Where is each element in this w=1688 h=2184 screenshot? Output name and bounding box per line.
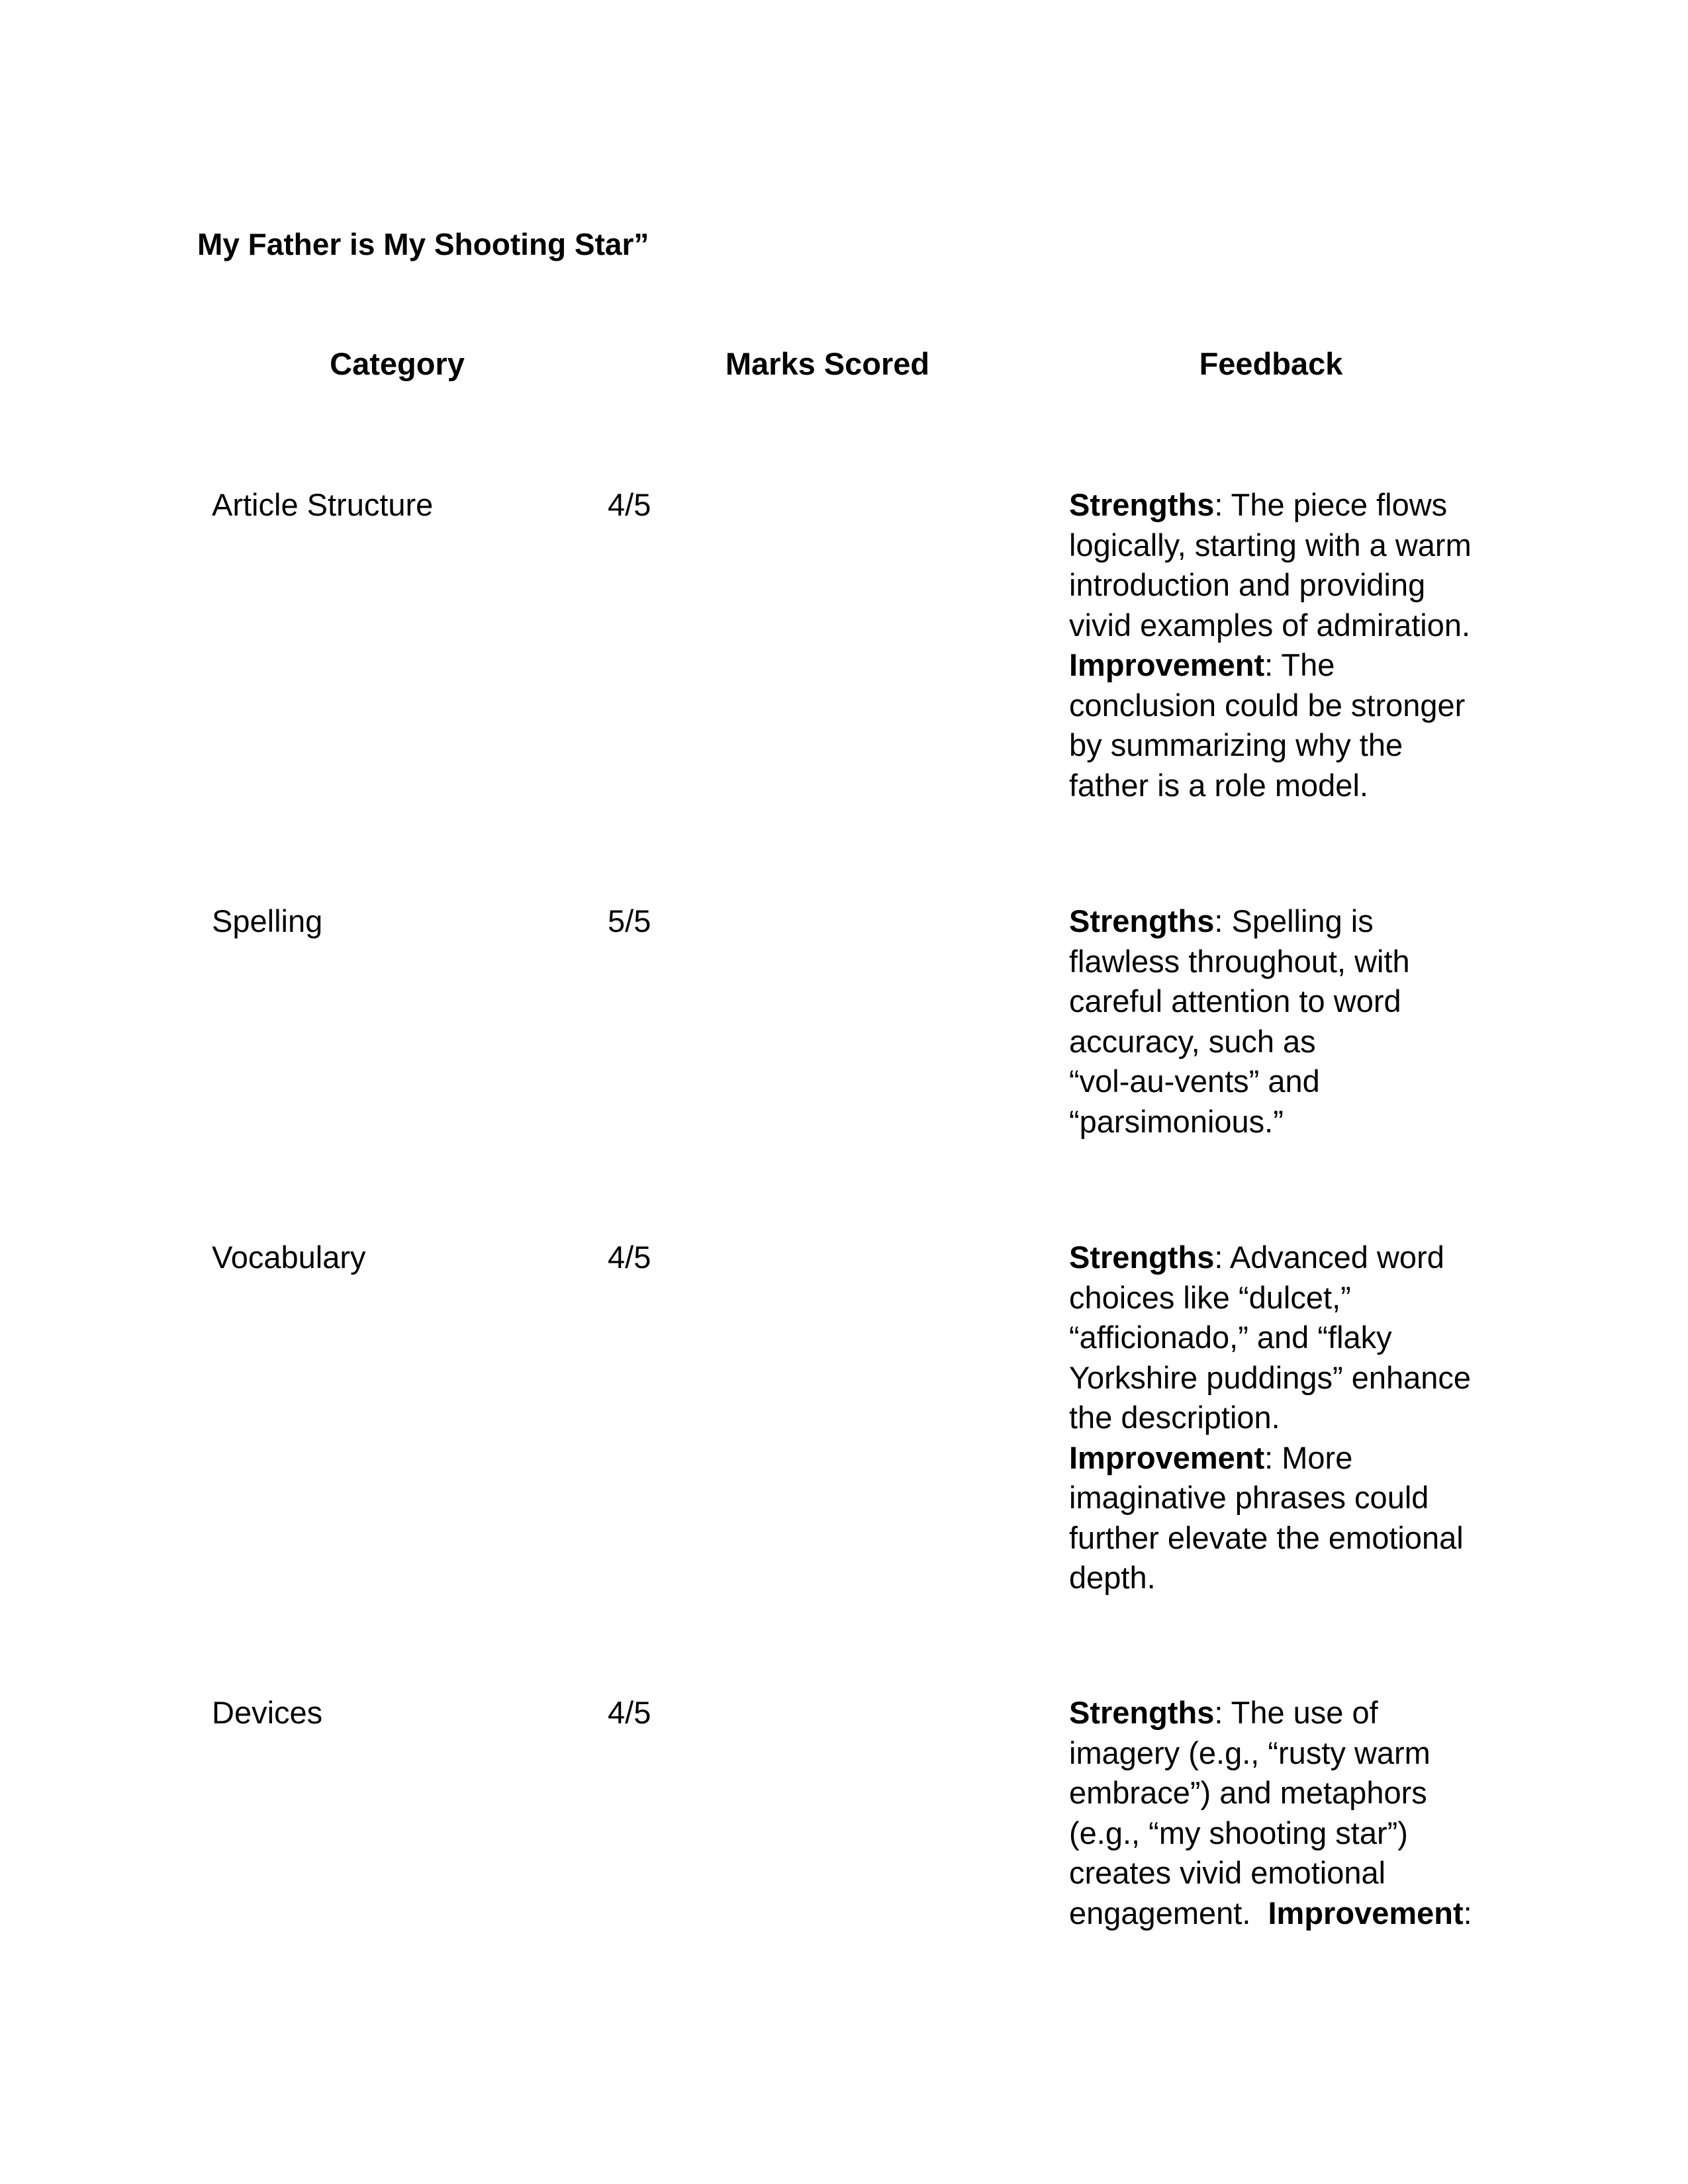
feedback-line: [1069, 1102, 1473, 1142]
feedback-line: [1069, 1558, 1473, 1598]
feedback-text: choices like “dulcet,”: [1069, 1279, 1351, 1315]
feedback-line: [1069, 1318, 1473, 1358]
feedback-line: [1069, 1893, 1473, 1934]
feedback-cell: [1069, 485, 1473, 805]
feedback-text: flawless throughout, with: [1069, 943, 1410, 979]
feedback-line: [1069, 1278, 1473, 1318]
feedback-text: father is a role model.: [1069, 767, 1368, 803]
feedback-text: embrace”) and metaphors: [1069, 1775, 1427, 1810]
document-title: My Father is My Shooting Star”: [197, 227, 649, 261]
feedback-label: Strengths: [1069, 903, 1215, 938]
header-category: Category: [330, 346, 465, 381]
feedback-line: [1069, 1733, 1473, 1774]
feedback-text: Yorkshire puddings” enhance: [1069, 1359, 1472, 1395]
feedback-line: [1069, 1478, 1473, 1518]
feedback-text: further elevate the emotional: [1069, 1520, 1464, 1555]
feedback-line: [1069, 485, 1473, 525]
feedback-text: : Advanced word: [1214, 1240, 1444, 1275]
feedback-line: [1069, 1813, 1473, 1854]
feedback-line: [1069, 1398, 1473, 1438]
feedback-text: : More: [1264, 1439, 1353, 1475]
feedback-cell: [1069, 1238, 1473, 1598]
marks-cell: 4/5: [608, 1695, 651, 1730]
feedback-text: : The piece flows: [1214, 487, 1448, 522]
marks-cell: 4/5: [608, 487, 651, 522]
feedback-cell: [1069, 1693, 1473, 1933]
feedback-text: creates vivid emotional: [1069, 1855, 1386, 1890]
feedback-line: [1069, 725, 1473, 766]
feedback-cell: [1069, 901, 1473, 1142]
feedback-line: [1069, 1518, 1473, 1559]
feedback-line: [1069, 1853, 1473, 1893]
feedback-line: [1069, 525, 1473, 566]
category-cell: Devices: [212, 1695, 323, 1730]
feedback-text: imaginative phrases could: [1069, 1480, 1429, 1515]
feedback-text: logically, starting with a warm: [1069, 527, 1472, 563]
feedback-label: Improvement: [1069, 647, 1265, 682]
category-cell: Spelling: [212, 903, 323, 938]
feedback-text: engagement.: [1069, 1895, 1268, 1931]
header-feedback: Feedback: [1199, 346, 1343, 381]
header-marks-scored: Marks Scored: [725, 346, 930, 381]
feedback-text: introduction and providing: [1069, 567, 1426, 602]
feedback-line: [1069, 901, 1473, 942]
feedback-line: [1069, 766, 1473, 806]
feedback-line: [1069, 645, 1473, 686]
marks-cell: 5/5: [608, 903, 651, 938]
feedback-text: :: [1463, 1895, 1472, 1931]
feedback-label: Strengths: [1069, 487, 1215, 522]
category-cell: Article Structure: [212, 487, 434, 522]
feedback-label: Improvement: [1268, 1895, 1464, 1931]
feedback-text: imagery (e.g., “rusty warm: [1069, 1735, 1430, 1770]
category-cell: Vocabulary: [212, 1240, 366, 1275]
feedback-line: [1069, 1062, 1473, 1102]
feedback-line: [1069, 981, 1473, 1022]
feedback-label: Strengths: [1069, 1240, 1215, 1275]
feedback-text: vivid examples of admiration.: [1069, 607, 1471, 643]
feedback-line: [1069, 942, 1473, 982]
feedback-line: [1069, 1693, 1473, 1733]
feedback-line: [1069, 606, 1473, 646]
feedback-line: [1069, 1773, 1473, 1813]
feedback-label: Strengths: [1069, 1695, 1215, 1730]
feedback-text: accuracy, such as: [1069, 1023, 1316, 1059]
marks-cell: 4/5: [608, 1240, 651, 1275]
feedback-line: [1069, 565, 1473, 606]
feedback-text: “afficionado,” and “flaky: [1069, 1320, 1392, 1355]
feedback-text: depth.: [1069, 1560, 1156, 1595]
feedback-line: [1069, 1438, 1473, 1479]
feedback-text: conclusion could be stronger: [1069, 687, 1466, 723]
feedback-text: “parsimonious.”: [1069, 1103, 1284, 1139]
feedback-text: the description.: [1069, 1400, 1280, 1435]
feedback-label: Improvement: [1069, 1439, 1265, 1475]
feedback-line: [1069, 686, 1473, 726]
feedback-text: careful attention to word: [1069, 983, 1401, 1019]
feedback-text: (e.g., “my shooting star”): [1069, 1815, 1408, 1850]
feedback-text: “vol-au-vents” and: [1069, 1064, 1320, 1099]
feedback-text: by summarizing why the: [1069, 727, 1403, 762]
feedback-line: [1069, 1022, 1473, 1062]
feedback-text: : Spelling is: [1214, 903, 1374, 938]
feedback-text: : The: [1264, 647, 1335, 682]
feedback-text: : The use of: [1214, 1695, 1378, 1730]
feedback-line: [1069, 1238, 1473, 1278]
feedback-line: [1069, 1358, 1473, 1398]
